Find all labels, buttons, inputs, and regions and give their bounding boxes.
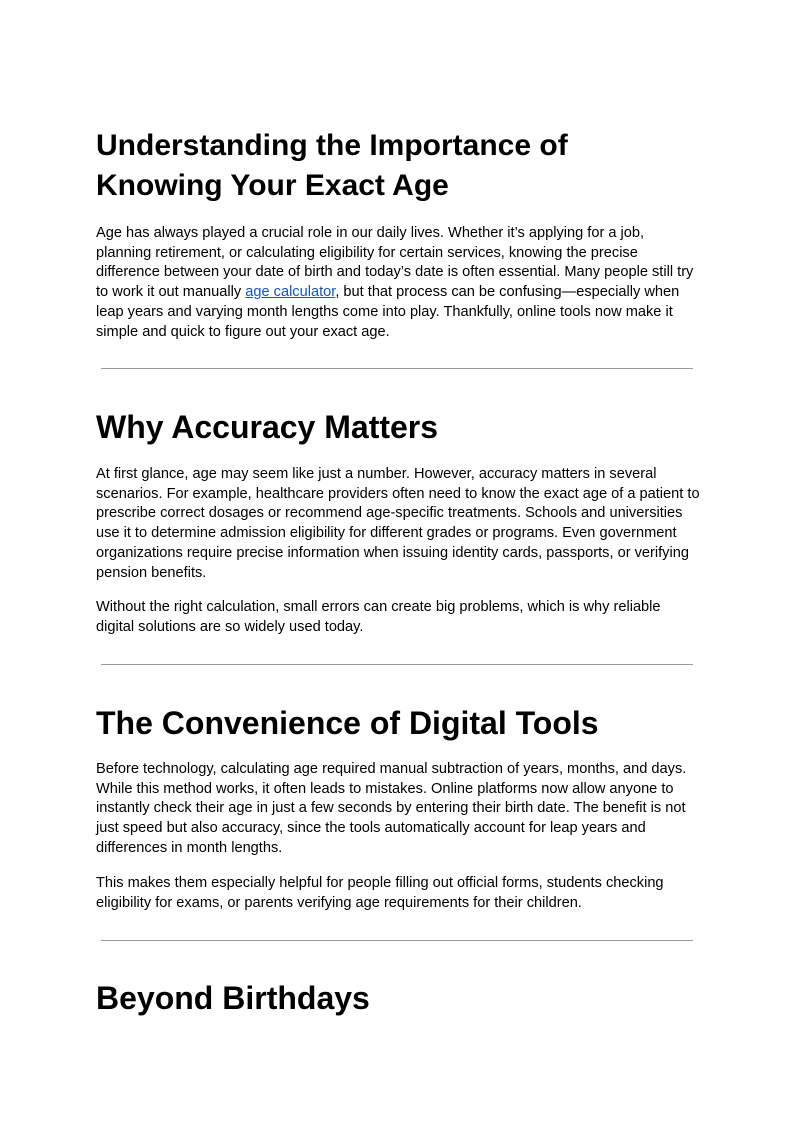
- section-heading-beyond-birthdays: Beyond Birthdays: [96, 980, 370, 1016]
- paragraph-text-after-link: , but that process can be confusing—especially when leap years and varying month lengths come into play. Thankfully, online tools now make it simple and quick to figure out your exact age.: [96, 284, 680, 340]
- paragraph-text-before-link: Age has always played a crucial role in our daily lives. Whether it’s applying for a job, planning retirement, or calculating eligibility for certain services, knowing the precise difference between your date of birth and today’s date is often essential. Many people still try to work it out manually: [96, 225, 694, 301]
- section-paragraph-digital-tools-2: This makes them especially helpful for people filling out official forms, students checking eligibility for exams, or parents verifying age requirements for their children.: [96, 875, 664, 911]
- age-calculator-link[interactable]: age calculator: [245, 284, 336, 301]
- section-paragraph-importance: [96, 224, 700, 342]
- section-paragraph-accuracy-2: Without the right calculation, small errors can create big problems, which is why reliable digital solutions are so widely used today.: [96, 599, 661, 635]
- section-heading-digital-tools: The Convenience of Digital Tools: [96, 705, 599, 741]
- section-paragraph-accuracy-1: At first glance, age may seem like just a number. However, accuracy matters in several scenarios. For example, healthcare providers often need to know the exact age of a patient to prescribe correct dosages or recommend age-specific treatments. Schools and universities use it to determine admission eligibility for different grades or programs. Even government organizations require precise information when issuing identity cards, passports, or verifying pension benefits.: [96, 466, 700, 581]
- section-heading-importance: Understanding the Importance of Knowing Your Exact Age: [96, 129, 568, 202]
- section-divider: [101, 664, 693, 665]
- section-heading-accuracy: Why Accuracy Matters: [96, 409, 439, 445]
- section-divider: [101, 368, 693, 369]
- section-paragraph-digital-tools-1: Before technology, calculating age required manual subtraction of years, months, and days. While this method works, it often leads to mistakes. Online platforms now allow anyone to instantly check their age in just a few seconds by entering their birth date. The benefit is not just speed but also accuracy, since the tools automatically account for leap years and differences in month lengths.: [96, 761, 687, 856]
- section-divider: [101, 940, 693, 941]
